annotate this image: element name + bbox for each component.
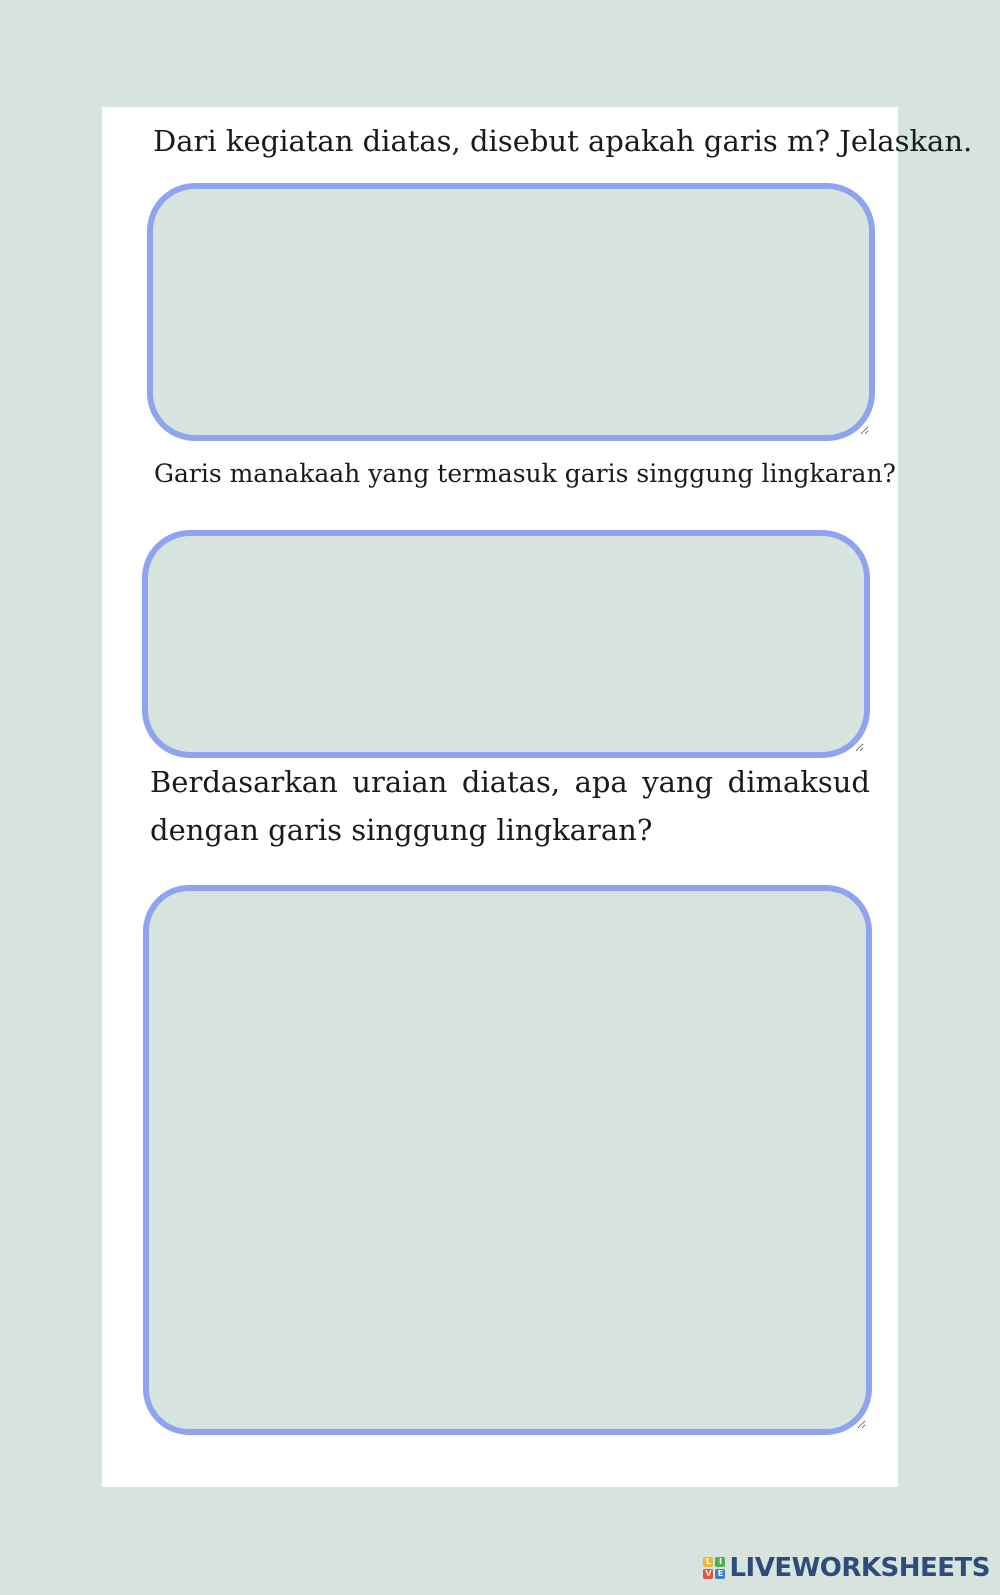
answer-box-2[interactable] [142,530,870,758]
answer-box-1[interactable] [147,183,875,441]
answer-box-3[interactable] [143,885,872,1435]
liveworksheets-brand [703,1553,990,1583]
logo-tile-i: I [715,1557,725,1567]
question-3-text: Berdasarkan uraian diatas, apa yang dimaksud dengan garis singgung lingkaran? [150,765,870,847]
question-2-text: Garis manakaah yang termasuk garis singgung lingkaran? [154,459,896,488]
logo-tile-e: E [715,1569,725,1579]
liveworksheets-logo-icon [703,1557,725,1579]
logo-tile-v: V [705,1569,712,1578]
brand-text: LIVEWORKSHEETS [729,1553,990,1583]
question-1-text: Dari kegiatan diatas, disebut apakah garis m? Jelaskan. [153,124,973,158]
logo-tile-l: L [703,1557,713,1567]
